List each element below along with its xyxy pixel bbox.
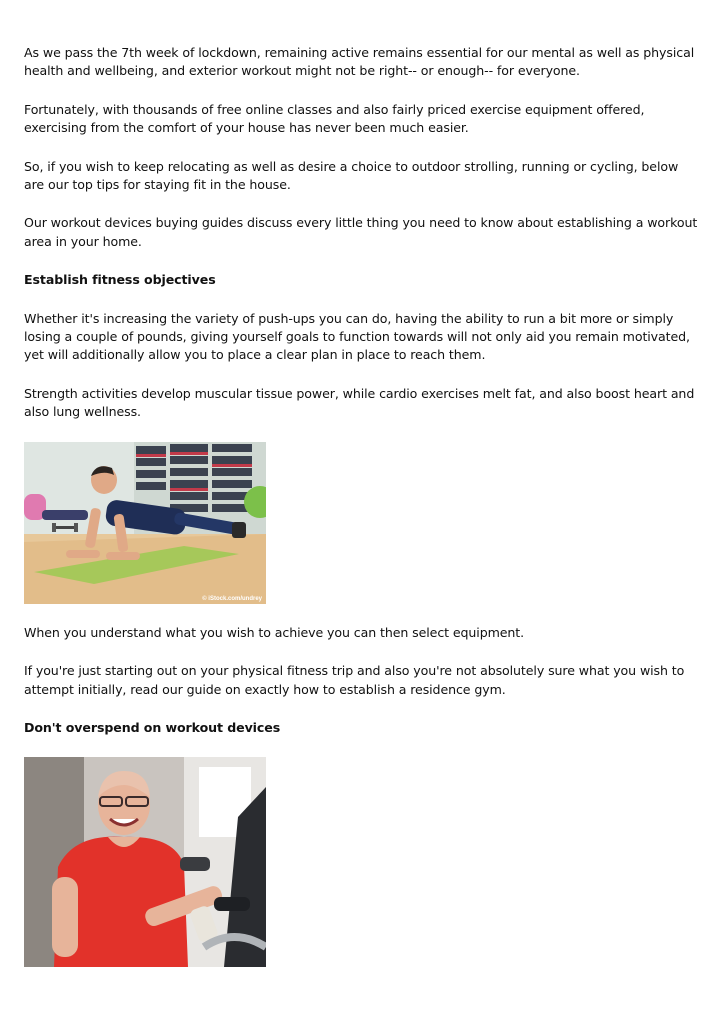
image-credit: © iStock.com/undrey bbox=[202, 595, 262, 602]
paragraph-8: If you're just starting out on your physical fitness trip and also you're not absolutely sure what you wish to attempt initially, read our guide on exactly how to establish a residence gym. bbox=[24, 663, 685, 697]
exercise-bike-photo bbox=[24, 757, 266, 967]
paragraph-5: Whether it's increasing the variety of push-ups you can do, having the ability to run a bit more or simply losing a couple of pounds, giving yourself goals to function towards will not only aid you remain motivated, yet will additionally allow you to place a clear plan in place to reach them. bbox=[24, 310, 690, 363]
section-heading-goals: Establish fitness objectives bbox=[24, 272, 216, 288]
paragraph-2: Fortunately, with thousands of free online classes and also fairly priced exercise equipment offered, exercising from the comfort of your house has never been much easier. bbox=[24, 101, 645, 136]
paragraph-4: Our workout devices buying guides discuss every little thing you need to know about establishing a workout area in your home. bbox=[24, 215, 698, 249]
plank-exercise-photo bbox=[24, 442, 266, 604]
section-heading-overspend: Don't overspend on workout devices bbox=[24, 719, 281, 735]
paragraph-1: As we pass the 7th week of lockdown, remaining active remains essential for our mental as well as physical health and wellbeing, and exterior workout might not be right-- or enough-- for everyone. bbox=[24, 45, 695, 79]
paragraph-3: So, if you wish to keep relocating as well as desire a choice to outdoor strolling, running or cycling, below are our top tips for staying fit in the house. bbox=[24, 158, 679, 193]
article-body bbox=[24, 44, 700, 987]
paragraph-6: Strength activities develop muscular tissue power, while cardio exercises melt fat, and also boost heart and also lung wellness. bbox=[24, 385, 695, 420]
paragraph-7: When you understand what you wish to achieve you can then select equipment. bbox=[24, 624, 525, 640]
